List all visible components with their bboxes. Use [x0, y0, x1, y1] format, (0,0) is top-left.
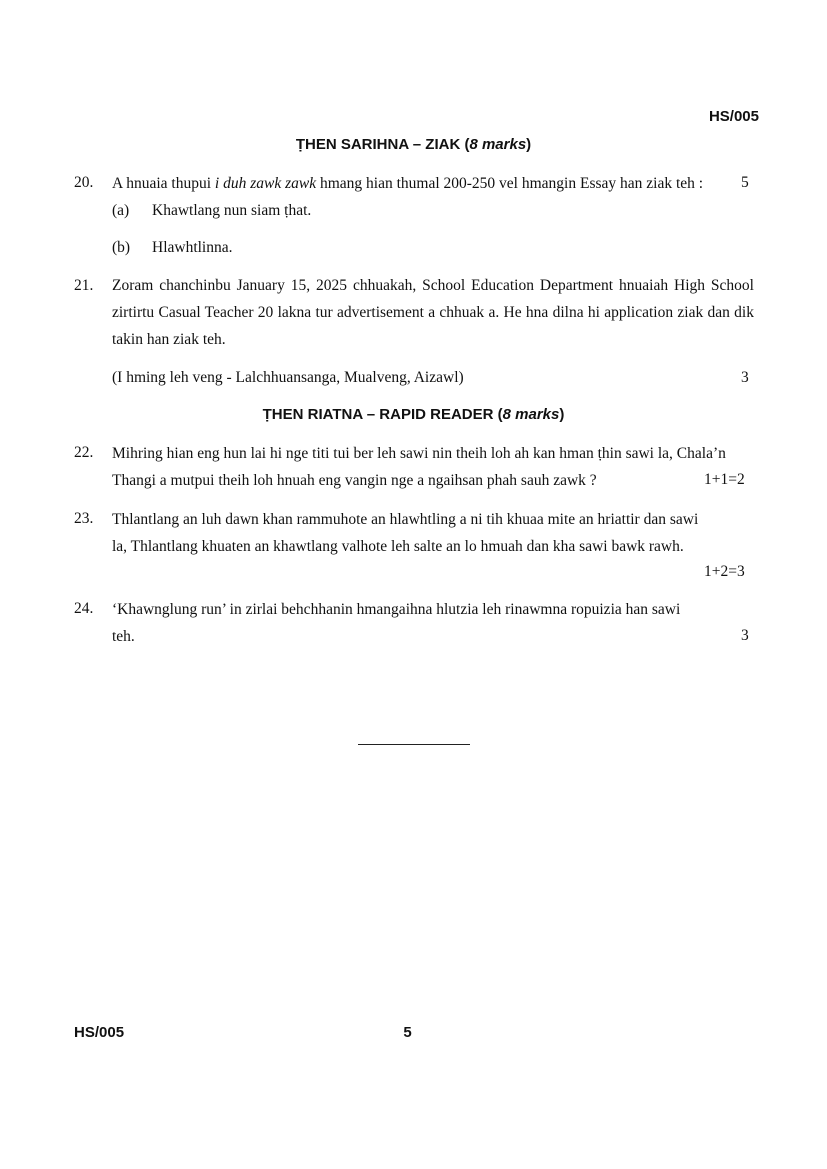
page-number: 5 [403, 1024, 412, 1041]
question-text: Zoram chanchinbu January 15, 2025 chhuakah, School Education Department hnuaiah High School zirtirtu Casual Teacher 20 lakna tur advertisement a chhuak a. He hna dilna hi application ziak dan dik takin han ziak teh. [112, 277, 754, 348]
question-marks: 1+2=3 [704, 563, 745, 580]
question-number: 20. [74, 174, 94, 191]
question-marks: 5 [741, 174, 749, 191]
section-title: ṬHEN RIATNA – RAPID READER ( [262, 406, 503, 423]
question-text-line: Thlantlang an luh dawn khan rammuhote an hlawhtling a ni tih khuaa mite an hriattir dan sawi [112, 511, 699, 528]
option-text: Khawtlang nun siam ṭhat. [152, 202, 312, 219]
section-marks: 8 marks [469, 136, 527, 153]
question-text-line: teh. [112, 628, 135, 645]
question-text-line: Thangi a mutpui theih loh hnuah eng vangin nge a ngaihsan phah sauh zawk ? [112, 472, 597, 489]
question-note: (I hming leh veng - Lalchhuansanga, Mualveng, Aizawl) [112, 369, 464, 386]
question-text [112, 170, 703, 197]
question-marks: 3 [741, 627, 749, 644]
question-number: 23. [74, 510, 94, 527]
option-text: Hlawhtlinna. [152, 239, 233, 256]
section-heading-written [0, 136, 827, 153]
question-text-part: hmang hian thumal 200-250 vel hmangin Essay han ziak teh : [316, 175, 704, 192]
option-label: (b) [112, 239, 131, 256]
section-marks: 8 marks [502, 406, 560, 423]
question-marks: 1+1=2 [704, 471, 745, 488]
question-text-line: la, Thlantlang khuaten an khawtlang valhote leh salte an lo hmuah dan kha sawi bawk rawh. [112, 538, 684, 555]
header-paper-code: HS/005 [708, 108, 759, 125]
question-number: 21. [74, 277, 94, 294]
section-title-close: ) [526, 136, 532, 153]
section-title-close: ) [559, 406, 565, 423]
question-text-line: Mihring hian eng hun lai hi nge titi tui ber leh sawi nin theih loh ah kan hman ṭhin sawi la, Chala’n [112, 445, 726, 462]
end-divider [358, 744, 470, 745]
question-number: 22. [74, 444, 94, 461]
question-marks: 3 [741, 369, 749, 386]
question-text-italic: i duh zawk zawk [214, 175, 317, 192]
question-number: 24. [74, 600, 94, 617]
question-text-line: ‘Khawnglung run’ in zirlai behchhanin hmangaihna hlutzia leh rinawmna ropuizia han sawi [112, 601, 681, 618]
section-title: ṬHEN SARIHNA – ZIAK ( [295, 136, 470, 153]
footer-paper-code: HS/005 [74, 1024, 125, 1041]
option-label: (a) [112, 202, 130, 219]
section-heading-rapid-reader [0, 406, 827, 423]
question-text-part: A hnuaia thupui [112, 175, 215, 192]
